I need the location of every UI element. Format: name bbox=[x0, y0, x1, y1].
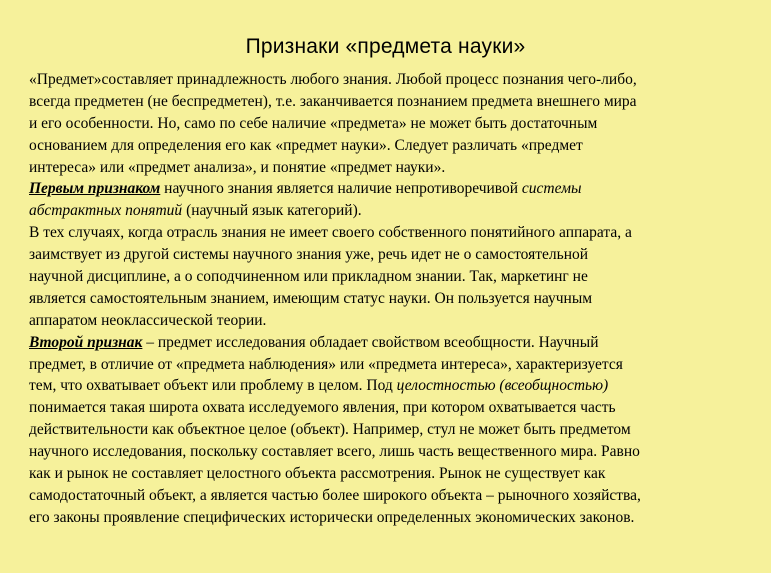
text-line: научного исследования, поскольку составляет всего, лишь часть вещественного мира. Равно bbox=[29, 443, 640, 461]
text-line: самодостаточный объект, а является частью более широкого объекта – рыночного хозяйства, bbox=[29, 486, 641, 504]
first-sign-line-2 bbox=[29, 200, 743, 222]
integrity-term: целостностью (всеобщностью) bbox=[396, 377, 609, 395]
text-line: В тех случаях, когда отрасль знания не имеет своего собственного понятийного аппарата, а bbox=[29, 224, 632, 242]
text-line: является самостоятельным знанием, имеющим статус науки. Он пользуется научным bbox=[29, 289, 593, 307]
text-line: заимствует из другой системы научного знания уже, речь идет не о самостоятельной bbox=[29, 246, 589, 264]
text-line: предмет, в отличие от «предмета наблюдения» или «предмета интереса», характеризуется bbox=[29, 355, 623, 373]
text-line: аппаратом неоклассической теории. bbox=[29, 311, 267, 329]
text-line: «Предмет»составляет принадлежность любого знания. Любой процесс познания чего-либо, bbox=[29, 71, 637, 88]
first-sign-text: научного знания является наличие непротиворечивой bbox=[160, 180, 522, 198]
integrity-line bbox=[29, 375, 743, 397]
text-line: всегда предметен (не беспредметен), т.е. заканчивается познанием предмета внешнего мира bbox=[29, 92, 637, 110]
integrity-lead: тем, что охватывает объект или проблему в целом. Под bbox=[29, 377, 397, 395]
text-line: интереса» или «предмет анализа», и понятие «предмет науки». bbox=[29, 158, 446, 176]
text-line: основанием для определения его как «предмет науки». Следует различать «предмет bbox=[29, 136, 583, 154]
text-line: научной дисциплине, а о соподчиненном или прикладном знании. Так, маркетинг не bbox=[29, 268, 588, 286]
text-line: и его особенности. Но, само по себе наличие «предмета» не может быть достаточным bbox=[29, 114, 598, 132]
second-sign-text: – предмет исследования обладает свойством всеобщности. Научный bbox=[142, 333, 599, 351]
text-line: его законы проявление специфических исторически определенных экономических законов. bbox=[29, 508, 635, 526]
text-line: как и рынок не составляет целостного объекта рассмотрения. Рынок не существует как bbox=[29, 465, 606, 483]
first-sign-line bbox=[29, 178, 743, 200]
text-line: понимается такая широта охвата исследуемого явления, при котором охватывается часть bbox=[29, 399, 616, 417]
systems-term: системы bbox=[521, 180, 582, 198]
slide-title: Признаки «предмета науки» bbox=[245, 35, 526, 58]
first-sign-label: Первым признаком bbox=[29, 180, 161, 198]
second-sign-label: Второй признак bbox=[29, 333, 143, 351]
text-line: действительности как объектное целое (объект). Например, стул не может быть предметом bbox=[29, 421, 631, 439]
first-sign-text-2: (научный язык категорий). bbox=[182, 202, 362, 220]
body-text bbox=[29, 69, 743, 529]
abstract-concepts-term: абстрактных понятий bbox=[29, 202, 183, 220]
second-sign-line bbox=[29, 332, 743, 354]
